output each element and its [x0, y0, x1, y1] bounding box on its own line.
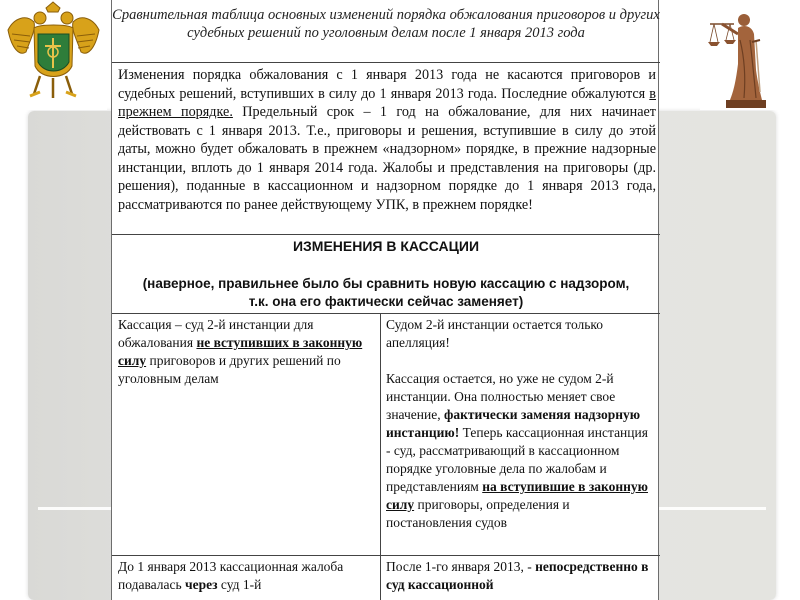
row1-right-text-a: Кассация остается, но уже не судом 2-й инстанции. Она полностью меняет свое значение, [386, 371, 616, 422]
row1-right-paragraph-2 [386, 370, 654, 532]
row1-right-paragraph-1: Судом 2-й инстанции остается только апелляция! [386, 317, 604, 350]
themis-statue [700, 0, 778, 110]
row2-left-text-c: суд 1-й [217, 577, 262, 592]
customs-emblem [0, 0, 107, 110]
row1-right-emphasis-1: фактически заменяя надзорную инстанцию! [386, 407, 641, 440]
row2-left-text-a: До 1 января 2013 кассационная жалоба подавалась [118, 559, 344, 592]
table-border-row2 [112, 555, 660, 556]
row1-right-cell [386, 316, 654, 532]
row1-right-text-c: Теперь кассационная инстанция - суд, рассматривающий в кассационном порядке уголовные дела по жалобам и представлениям [386, 425, 648, 494]
table-column-divider [380, 313, 381, 600]
row1-left-cell [118, 316, 374, 388]
row2-left-cell [118, 558, 374, 594]
intro-text-2: Предельный срок – 1 год на обжалование, для них начинает действовать с 1 января 2013. Т.е., приговоры и решения, вступившие в силу до этой даты, можно будет обжаловать в прежнем «надзорном» порядке, в прежние надзорные инстанции, вплоть до 1 января 2014 года. Жалобы и представления на приговоры (др. решения), поданные в кассационном и надзорном порядке до 1 января 2013 года, рассматриваются по ранее действующему УПК, в прежнем порядке! [118, 104, 657, 213]
table-border-section [112, 234, 660, 235]
intro-underlined: в прежнем порядке. [118, 85, 656, 120]
table-border-top [112, 62, 660, 63]
table-border-row1 [112, 313, 660, 314]
document-page [111, 0, 659, 600]
row1-left-emphasis: не вступивших в законную силу [118, 335, 363, 368]
justice-statue-icon [700, 0, 778, 110]
row1-right-emphasis-2: на вступившие в законную силу [386, 479, 648, 512]
row1-right-text-e: приговоры, определения и постановления судов [386, 497, 570, 530]
row2-left-emphasis: через [185, 577, 218, 592]
section-subtitle: (наверное, правильнее было бы сравнить новую кассацию с надзором, т.к. она его фактически сейчас заменяет) [142, 276, 630, 309]
row1-left-text-c: приговоров и других решений по уголовным делам [118, 353, 341, 386]
row1-left-text-a: Кассация – суд 2-й инстанции для обжалования [118, 317, 314, 350]
row2-right-text-a: После 1-го января 2013, - [386, 559, 536, 574]
section-title: ИЗМЕНЕНИЯ В КАССАЦИИ [292, 238, 480, 254]
document-title: Сравнительная таблица основных изменений порядка обжалования приговоров и других судебных решений по уголовным делам после 1 января 2013 года [112, 7, 660, 41]
intro-paragraph [118, 66, 656, 214]
row2-right-cell [386, 558, 654, 594]
intro-text-1: Изменения порядка обжалования с 1 января 2013 года не касаются приговоров и судебных решений, вступивших в силу до 1 января 2013 года. Последние обжалуются [118, 67, 656, 102]
double-headed-eagle-icon [0, 0, 107, 110]
row2-right-emphasis: непосредственно в суд кассационной [386, 559, 649, 592]
